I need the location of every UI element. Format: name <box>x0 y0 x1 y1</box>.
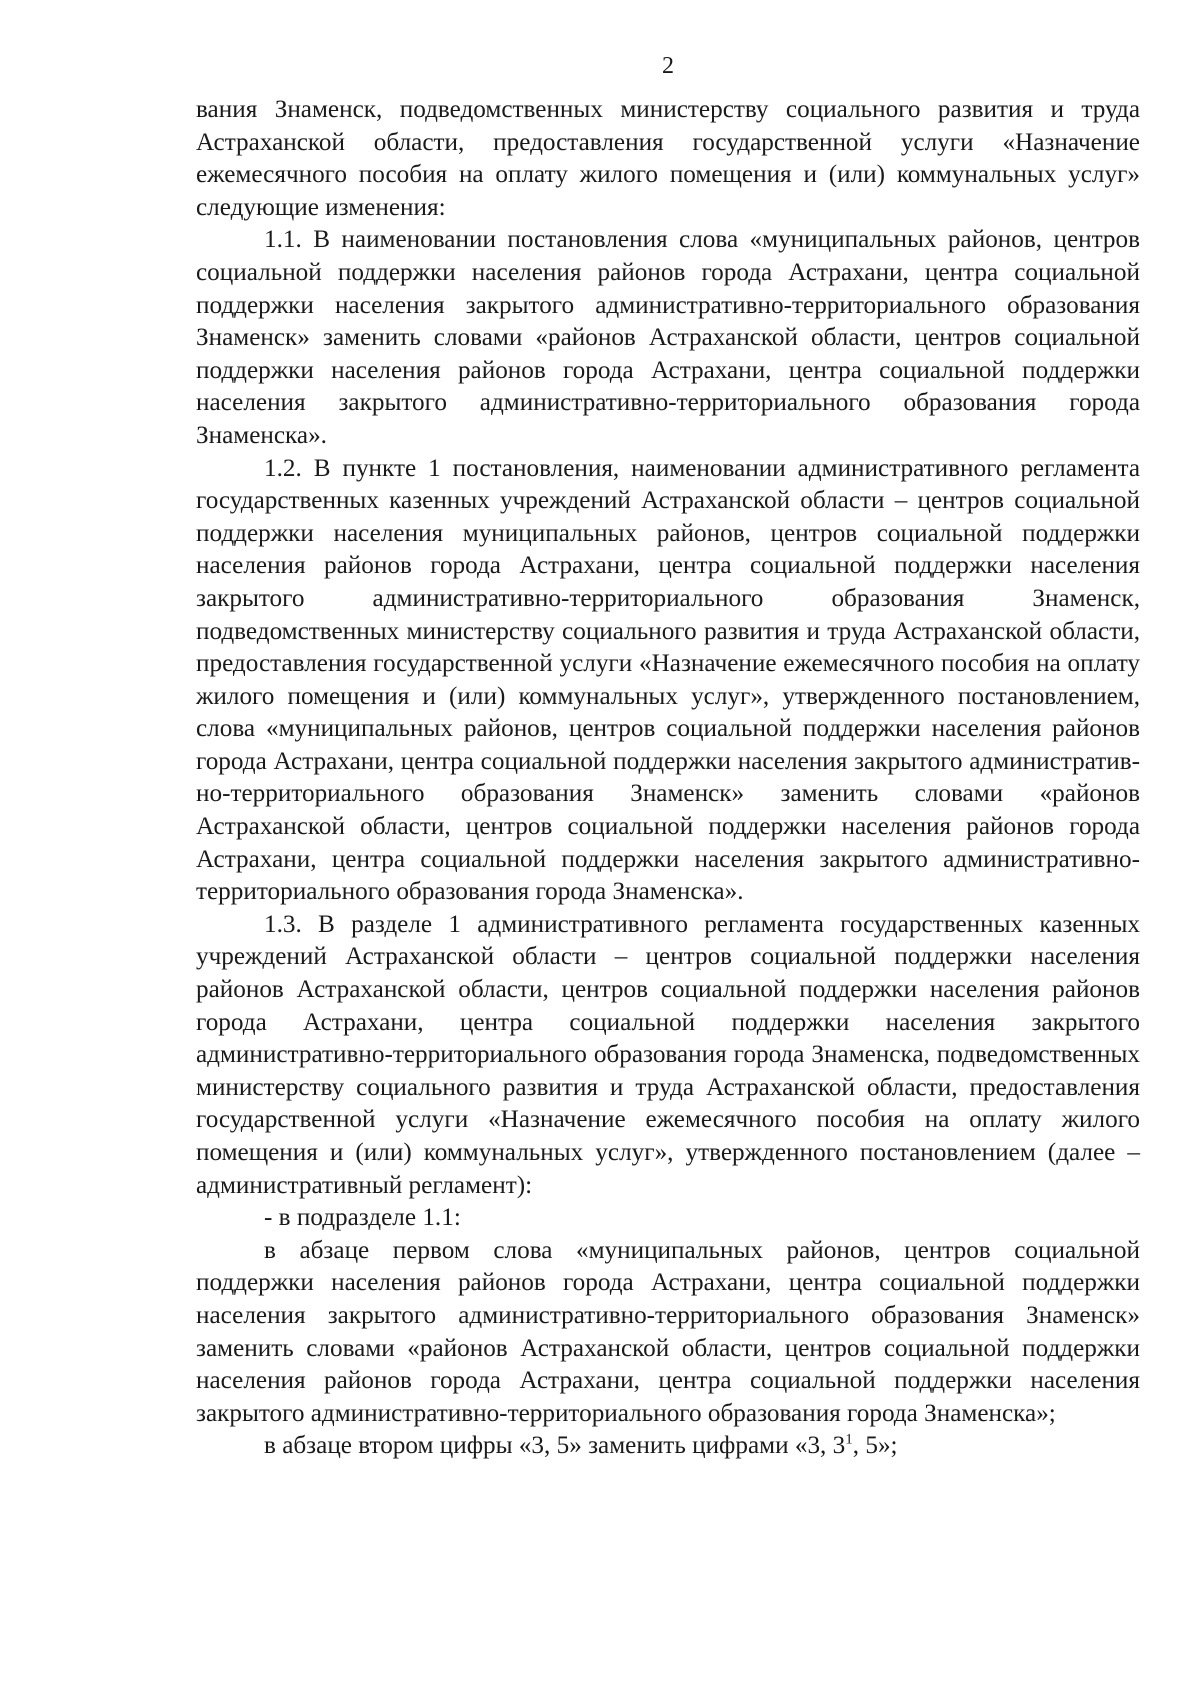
paragraph-intro-continuation: вания Знаменск, подведомственных министерству социального развития и труда Астраханской области, предоставления государственной услуги «Назначение ежемесячного пособия на оплату жилого помещения и (или) коммунальных услуг» следующие изменения: <box>196 96 1140 221</box>
paragraph-subsection-1-1: - в подразделе 1.1: <box>264 1204 461 1232</box>
paragraph-first-abzac: в абзаце первом слова «муниципальных районов, центров социальной поддержки населения районов города Астрахани, центра социальной поддержки населения закрытого административно-территориального образования Знаменск» заменить словами «районов Астраханской области, центров социальной поддержки населения районов города Астрахани, центра социальной поддержки населения закрытого административно-территориального образования города Знаменска»; <box>196 1236 1140 1427</box>
last-line-text-before: в абзаце втором цифры «3, 5» заменить цифрами «3, 3 <box>264 1432 846 1460</box>
paragraph-1-3: 1.3. В разделе 1 административного регламента государственных казенных учреждений Астраханской области – центров социальной поддержки населения районов Астраханской области, центров социальной поддержки населения районов города Астрахани, центра социальной поддержки населения закрытого административно-территориального образования города Знаменска, подведомственных министерству социального развития и труда Астраханской области, предоставления государственной услуги «Назначение ежемесячного пособия на оплату жилого помещения и (или) коммунальных услуг», утвержденного постановлением (далее – административный регламент): <box>196 910 1140 1199</box>
last-line-text-after: , 5»; <box>852 1432 898 1460</box>
document-page <box>196 50 1140 1463</box>
paragraph-second-abzac <box>196 1430 1140 1463</box>
paragraph-1-1: 1.1. В наименовании постановления слова «муниципальных районов, центров социальной поддержки населения районов города Астрахани, центра социальной поддержки населения закрытого административно-территориального образования Знаменск» заменить словами «районов Астраханской области, центров социальной поддержки населения районов города Астрахани, центра социальной поддержки населения закрытого административно-территориального образования города Знаменска». <box>196 226 1140 449</box>
superscript-digit: 1 <box>845 1431 853 1448</box>
paragraph-1-2: 1.2. В пункте 1 постановления, наименовании административного регламента государственных казенных учреждений Астраханской области – центров социальной поддержки населения муниципальных районов, центров социальной поддержки населения районов города Астрахани, центра социальной поддержки населения закрытого административно-территориального образования Знаменск, подведомственных министерству социального развития и труда Астраханской области, предоставления государственной услуги «Назначение ежемесячного пособия на оплату жилого помещения и (или) коммунальных услуг», утвержденного постановлением, слова «муниципальных районов, центров социальной поддержки населения районов города Астрахани, центра социальной поддержки населения закрытого административно-территориального образования Знаменск» заменить словами «районов Астраханской области, центров социальной поддержки населения районов города Астрахани, центра социальной поддержки населения закрытого административно-территориального образования города Знаменска». <box>196 454 1140 906</box>
page-number: 2 <box>662 53 674 79</box>
